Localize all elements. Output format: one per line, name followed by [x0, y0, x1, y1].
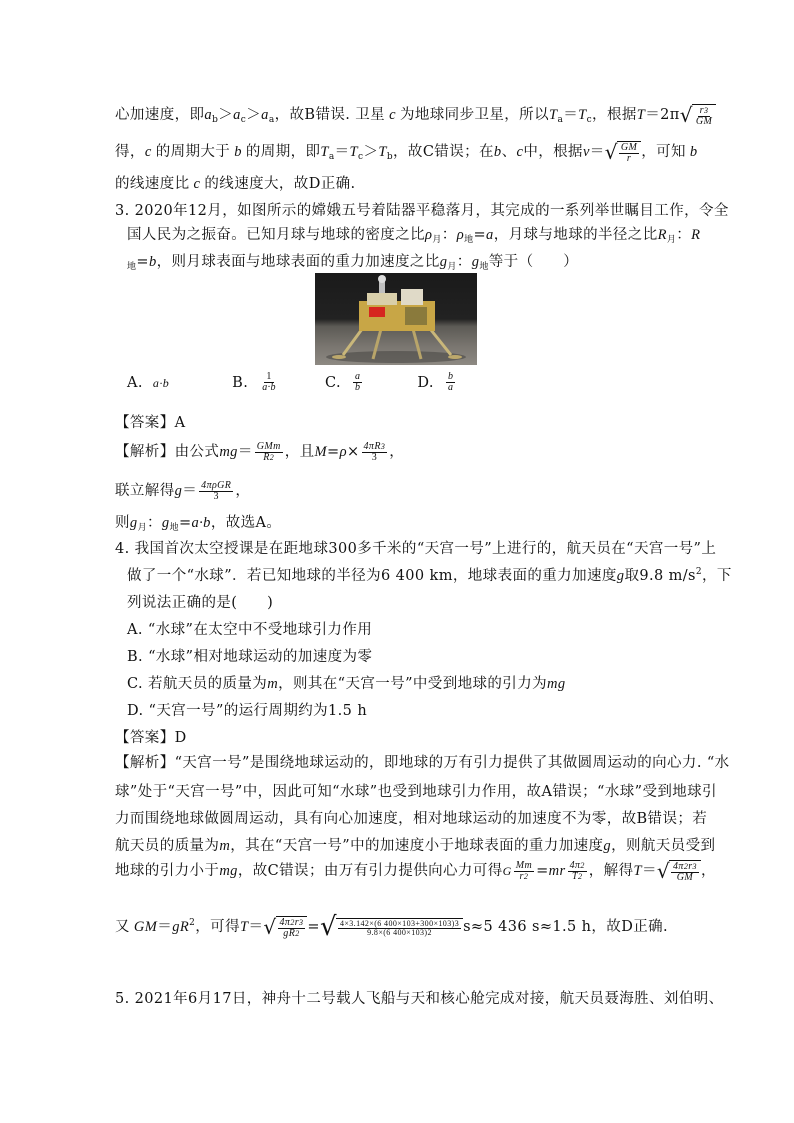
q3-line-3: $_地$=b，则月球表面与地球表面的重力加速度之比$g_月$：$g_地$等于（ ） — [127, 254, 579, 272]
q4-analysis-6: 又 $GM=gR^2$，可得T＝ √ $\frac{4\pi 2r3}{gR2}$ = √ $\frac{4\times 3.142\times(6 400\times 103+300\times 103)3}{9.8\times(6 400\times 103)2}$ s≈5 436 s≈1.5 h，故D正确. — [115, 912, 669, 942]
prev-line-2: 得，c 的周期大于 b 的周期，即$T_a=T_c>T_b$，故C错误；在b、c中，根据v＝ √ $\frac{GM}{r}$ ，可知 b — [115, 140, 698, 164]
q3-line-1: 3. 2020年12月，如图所示的嫦娥五号着陆器平稳落月，其完成的一系列举世瞩目工作，令全 — [115, 203, 729, 219]
q4-option-d[interactable]: D. “天宫一号”的运行周期约为1.5 h — [127, 703, 368, 719]
q4-analysis-1: 【解析】“天宫一号”是围绕地球运动的，即地球的万有引力提供了其做圆周运动的向心力. “水 — [115, 755, 730, 771]
q4-option-a[interactable]: A. “水球”在太空中不受地球引力作用 — [127, 622, 373, 638]
q3-analysis-1: 【解析】由公式mg＝ $\frac{\text{GMm}}{R2}$ ，且M=ρ× $\frac{4\pi R3}{3}$ ， — [115, 440, 405, 463]
q4-analysis-4: 航天员的质量为m，其在“天宫一号”中的加速度小于地球表面的重力加速度g，则航天员受到 — [115, 838, 716, 854]
q4-option-c[interactable]: C. 若航天员的质量为m，则其在“天宫一号”中受到地球的引力为mg — [127, 676, 566, 692]
lunar-lander-photo — [315, 273, 477, 365]
q4-line-1: 4. 我国首次太空授课是在距地球300多千米的“天宫一号”上进行的，航天员在“天宫一号”上 — [115, 541, 717, 557]
q3-option-d[interactable]: D. $\frac{b}{a}$ — [417, 371, 454, 393]
q3-answer: 【答案】A — [115, 415, 186, 431]
q4-line-3: 列说法正确的是( ) — [127, 595, 274, 611]
q3-options — [127, 372, 457, 393]
prev-line-1: 心加速度，即$a_b>a_c>a_a$，故B错误. 卫星 c 为地球同步卫星，所以$T_a=T_c$，根据T＝2π √ $\frac{r3}{GM}$ — [115, 103, 716, 127]
q3-option-a[interactable]: A. a·b — [127, 374, 170, 391]
q3-line-2: 国人民为之振奋。已知月球与地球的密度之比$\rho_月$：$\rho_地=a$，月球与地球的半径之比$R_月$：R — [127, 227, 701, 245]
q3-analysis-3: 则$g_月$：$g_地=a\cdot b$，故选A。 — [115, 515, 282, 533]
lander-illustration — [315, 273, 477, 365]
q3-option-c[interactable]: C. $\frac{a}{b}$ — [324, 371, 361, 393]
q4-answer: 【答案】D — [115, 730, 187, 746]
q4-line-2: 做了一个“水球”．若已知地球的半径为6 400 km，地球表面的重力加速度g取9.8 $m/s^2$，下 — [127, 567, 732, 584]
q3-analysis-2: 联立解得g＝ $\frac{\text{4πρGR}}{3}$ ， — [115, 479, 251, 502]
q4-analysis-2: 球”处于“天宫一号”中，因此可知“水球”也受到地球引力作用，故A错误；“水球”受到地球引 — [115, 784, 717, 800]
q4-analysis-3: 力而围绕地球做圆周运动，具有向心加速度，相对地球运动的加速度不为零，故B错误；若 — [115, 811, 708, 827]
q3-option-b[interactable]: B. $\frac{1}{a\cdot b}$ — [232, 371, 276, 393]
q4-option-b[interactable]: B. “水球”相对地球运动的加速度为零 — [127, 649, 373, 665]
q5-line-1: 5. 2021年6月17日，神舟十二号载人飞船与天和核心舱完成对接，航天员聂海胜、刘伯明、 — [115, 991, 724, 1007]
q4-analysis-5: 地球的引力小于mg，故C错误；由万有引力提供向心力可得G $\frac{Mm}{r2}$ =mr $\frac{4\pi 2}{T2}$ ，解得T＝ √ $\frac{4\pi 2r3}{GM}$ ， — [115, 859, 716, 883]
prev-line-3: 的线速度比 c 的线速度大，故D正确. — [115, 176, 356, 192]
